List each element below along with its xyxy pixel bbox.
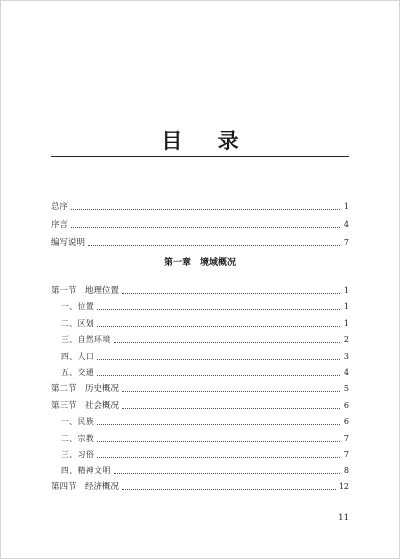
toc-entry-page: 1 (343, 302, 349, 311)
page-number: 11 (338, 513, 349, 523)
toc-subentry[interactable] (51, 363, 349, 379)
toc-entry-label: 一、民族 (61, 417, 95, 426)
toc-entry[interactable] (51, 197, 349, 213)
leader-dots (88, 244, 340, 246)
toc-entry-page: 6 (343, 417, 349, 426)
leader-dots (71, 226, 340, 228)
toc-entry-label: 序言 (51, 220, 69, 230)
leader-dots (114, 341, 340, 343)
leader-dots (97, 358, 340, 360)
toc-entry-page: 5 (343, 384, 349, 393)
toc-entry-label: 总序 (51, 202, 69, 212)
toc-section-entry[interactable] (51, 396, 349, 412)
toc-entry-label: 三、自然环境 (61, 335, 111, 344)
leader-dots (97, 325, 340, 327)
toc-entry-label: 第三节 社会概况 (51, 401, 120, 411)
leader-dots (114, 472, 340, 474)
toc-entry-label: 第四节 经济概况 (51, 482, 120, 492)
leader-dots (97, 423, 340, 425)
toc-subentry[interactable] (51, 461, 349, 477)
toc-subentry[interactable] (51, 429, 349, 445)
toc-entry-page: 3 (343, 352, 349, 361)
leader-dots (122, 390, 340, 392)
toc-subentry[interactable] (51, 314, 349, 330)
toc-entry-label: 五、交通 (61, 368, 95, 377)
leader-dots (122, 407, 340, 409)
leader-dots (122, 292, 340, 294)
toc-section-entry[interactable] (51, 281, 349, 297)
toc-entry-page: 1 (343, 286, 349, 295)
title-divider (51, 156, 349, 157)
leader-dots (97, 374, 340, 376)
toc-entry[interactable] (51, 233, 349, 249)
toc-entry-label: 四、精神文明 (61, 466, 111, 475)
toc-entry-page: 8 (343, 466, 349, 475)
leader-dots (71, 208, 340, 210)
chapter-heading: 第一章 境域概况 (163, 258, 236, 268)
toc-section-entry[interactable] (51, 379, 349, 395)
toc-subentry[interactable] (51, 445, 349, 461)
toc-entry-page: 4 (343, 368, 349, 377)
toc-subentry[interactable] (51, 412, 349, 428)
toc-entry[interactable] (51, 215, 349, 231)
toc-entry-label: 三、习俗 (61, 450, 95, 459)
page-title: 目 录 (161, 129, 253, 153)
leader-dots (122, 488, 336, 490)
toc-entry-page: 6 (343, 401, 349, 410)
leader-dots (97, 440, 340, 442)
toc-entry-page: 2 (343, 335, 349, 344)
toc-entry-page: 7 (343, 434, 349, 443)
toc-entry-label: 四、人口 (61, 352, 95, 361)
leader-dots (97, 456, 340, 458)
toc-subentry[interactable] (51, 330, 349, 346)
toc-entry-page: 7 (343, 238, 349, 247)
toc-entry-label: 一、位置 (61, 302, 95, 311)
toc-entry-page: 4 (343, 220, 349, 229)
toc-entry-label: 二、区划 (61, 319, 95, 328)
toc-entry-label: 编写说明 (51, 238, 86, 248)
toc-entry-page: 7 (343, 450, 349, 459)
toc-entry-page: 1 (343, 319, 349, 328)
toc-entry-label: 二、宗教 (61, 434, 95, 443)
toc-entry-page: 1 (343, 202, 349, 211)
toc-section-entry[interactable] (51, 477, 349, 493)
toc-subentry[interactable] (51, 297, 349, 313)
toc-entry-label: 第一节 地理位置 (51, 286, 120, 296)
toc-subentry[interactable] (51, 347, 349, 363)
toc-entry-label: 第二节 历史概况 (51, 384, 120, 394)
leader-dots (97, 308, 340, 310)
toc-entry-page: 12 (338, 482, 349, 491)
